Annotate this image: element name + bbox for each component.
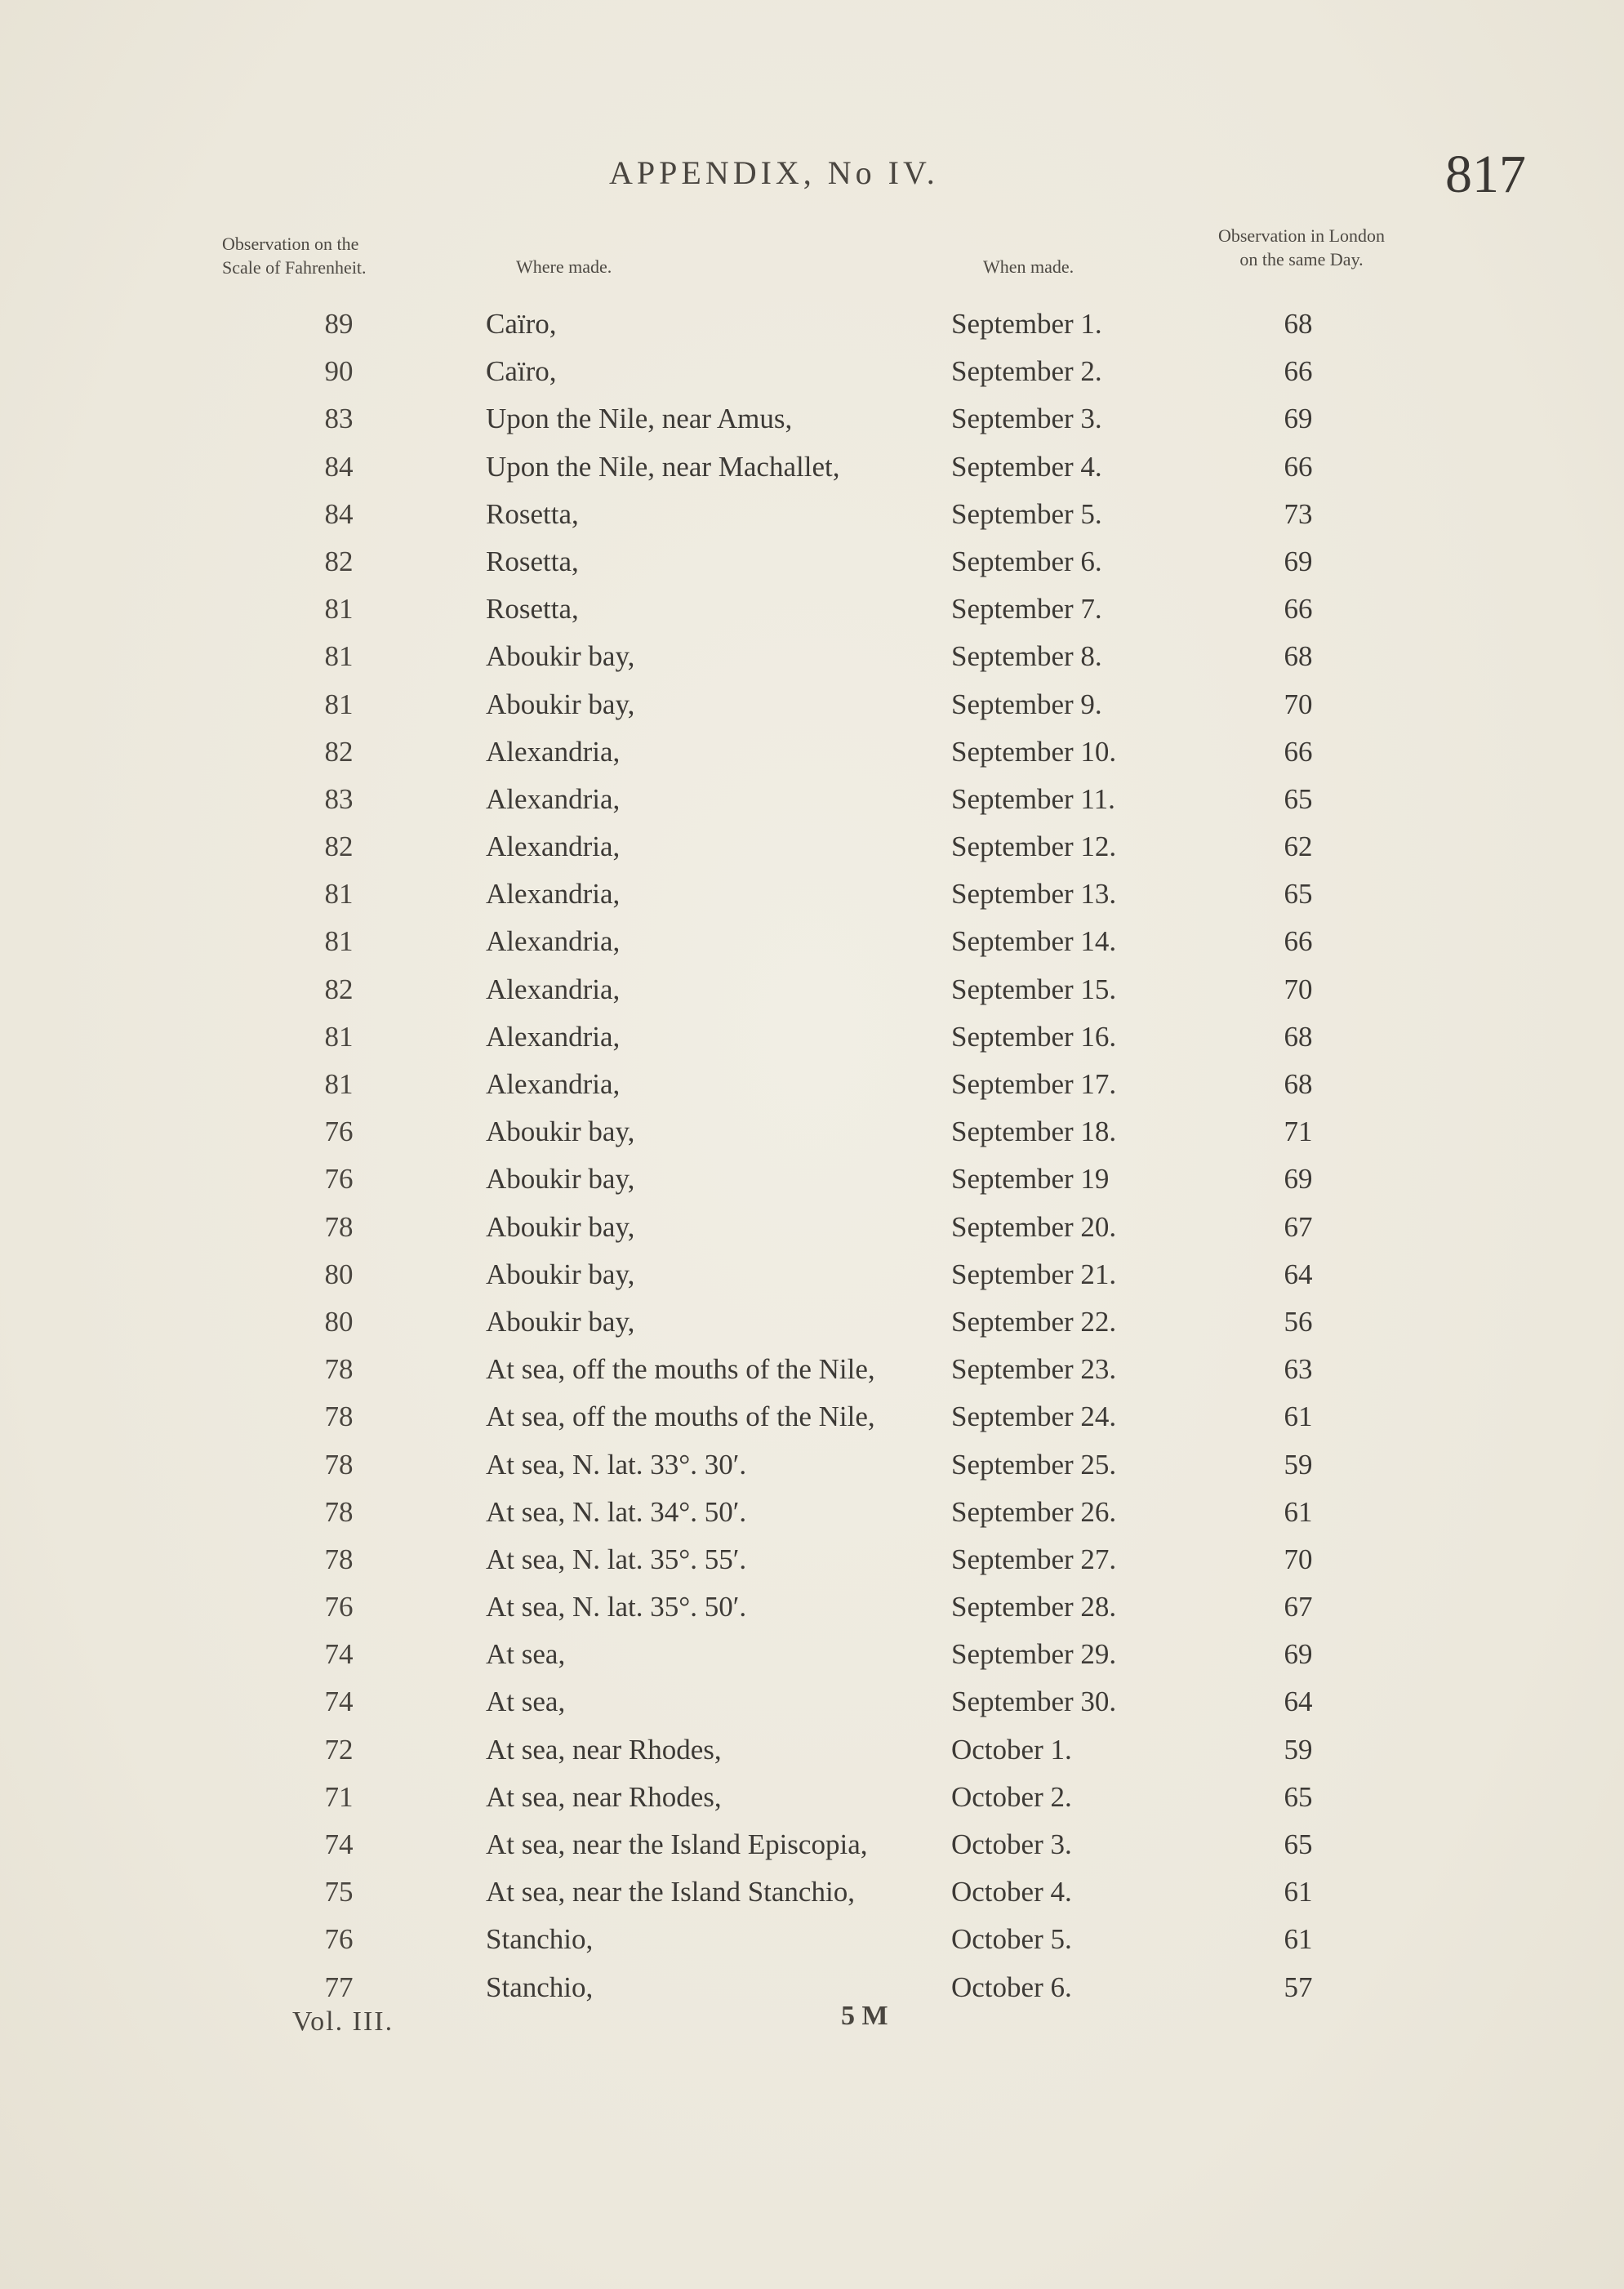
date-cell: September 1. xyxy=(951,308,1102,340)
london-value: 66 xyxy=(1284,735,1313,768)
date-cell: October 4. xyxy=(951,1876,1072,1908)
date-cell: October 1. xyxy=(951,1733,1072,1766)
table-row xyxy=(0,681,1624,728)
date-cell: September 3. xyxy=(951,403,1102,435)
fahrenheit-value: 82 xyxy=(324,735,354,768)
table-row xyxy=(0,395,1624,443)
place-cell: Aboukir bay, xyxy=(486,688,635,720)
place-cell: Caïro, xyxy=(486,355,557,388)
column-header-london-line1: Observation in London xyxy=(1217,225,1386,246)
london-value: 70 xyxy=(1284,1543,1313,1575)
table-row xyxy=(0,1678,1624,1726)
london-value: 56 xyxy=(1284,1305,1313,1338)
place-cell: At sea, off the mouths of the Nile, xyxy=(486,1401,875,1433)
date-cell: September 17. xyxy=(951,1068,1117,1100)
place-cell: Alexandria, xyxy=(486,782,621,815)
table-row xyxy=(0,1393,1624,1441)
place-cell: Stanchio, xyxy=(486,1923,594,1956)
london-value: 70 xyxy=(1284,973,1313,1005)
observation-table xyxy=(0,301,1624,2011)
london-value: 68 xyxy=(1284,308,1313,340)
london-value: 64 xyxy=(1284,1686,1313,1718)
london-value: 61 xyxy=(1284,1876,1313,1908)
date-cell: September 27. xyxy=(951,1543,1117,1575)
fahrenheit-value: 78 xyxy=(324,1353,354,1386)
column-header-where: Where made. xyxy=(516,256,612,277)
date-cell: September 15. xyxy=(951,973,1117,1005)
place-cell: At sea, near Rhodes, xyxy=(486,1733,722,1766)
fahrenheit-value: 83 xyxy=(324,782,354,815)
date-cell: September 7. xyxy=(951,593,1102,626)
london-value: 65 xyxy=(1284,878,1313,911)
place-cell: At sea, near Rhodes, xyxy=(486,1780,722,1813)
place-cell: At sea, N. lat. 33°. 30′. xyxy=(486,1448,747,1481)
london-value: 71 xyxy=(1284,1116,1313,1148)
london-value: 65 xyxy=(1284,782,1313,815)
table-row xyxy=(0,1298,1624,1346)
fahrenheit-value: 84 xyxy=(324,497,354,530)
table-row xyxy=(0,918,1624,965)
table-row xyxy=(0,633,1624,680)
london-value: 61 xyxy=(1284,1401,1313,1433)
fahrenheit-value: 83 xyxy=(324,403,354,435)
place-cell: Alexandria, xyxy=(486,1020,621,1053)
place-cell: At sea, near the Island Episcopia, xyxy=(486,1828,868,1860)
table-row xyxy=(0,1536,1624,1583)
table-row xyxy=(0,1156,1624,1203)
table-row xyxy=(0,1013,1624,1061)
table-row xyxy=(0,966,1624,1013)
london-value: 59 xyxy=(1284,1733,1313,1766)
column-header-when: When made. xyxy=(983,256,1075,277)
fahrenheit-value: 82 xyxy=(324,973,354,1005)
fahrenheit-value: 81 xyxy=(324,593,354,626)
fahrenheit-value: 78 xyxy=(324,1401,354,1433)
date-cell: September 25. xyxy=(951,1448,1117,1481)
fahrenheit-value: 74 xyxy=(324,1638,354,1671)
date-cell: September 30. xyxy=(951,1686,1117,1718)
date-cell: October 5. xyxy=(951,1923,1072,1956)
table-row xyxy=(0,1489,1624,1536)
fahrenheit-value: 81 xyxy=(324,688,354,720)
place-cell: Alexandria, xyxy=(486,1068,621,1100)
date-cell: September 22. xyxy=(951,1305,1117,1338)
place-cell: Aboukir bay, xyxy=(486,1258,635,1290)
date-cell: September 28. xyxy=(951,1591,1117,1623)
fahrenheit-value: 89 xyxy=(324,308,354,340)
running-head: APPENDIX, No IV. xyxy=(609,154,939,191)
table-row xyxy=(0,301,1624,348)
table-row xyxy=(0,443,1624,491)
london-value: 65 xyxy=(1284,1780,1313,1813)
london-value: 67 xyxy=(1284,1591,1313,1623)
london-value: 65 xyxy=(1284,1828,1313,1860)
column-header-london-line2: on the same Day. xyxy=(1239,249,1364,269)
london-value: 69 xyxy=(1284,545,1313,577)
fahrenheit-value: 81 xyxy=(324,640,354,673)
london-value: 63 xyxy=(1284,1353,1313,1386)
table-row xyxy=(0,823,1624,871)
date-cell: September 11. xyxy=(951,782,1115,815)
fahrenheit-value: 74 xyxy=(324,1686,354,1718)
london-value: 69 xyxy=(1284,403,1313,435)
table-row xyxy=(0,1441,1624,1489)
fahrenheit-value: 78 xyxy=(324,1448,354,1481)
date-cell: September 14. xyxy=(951,925,1117,958)
london-value: 66 xyxy=(1284,450,1313,483)
date-cell: September 8. xyxy=(951,640,1102,673)
date-cell: September 12. xyxy=(951,831,1117,863)
london-value: 68 xyxy=(1284,1020,1313,1053)
table-row xyxy=(0,776,1624,823)
place-cell: At sea, N. lat. 34°. 50′. xyxy=(486,1495,747,1528)
fahrenheit-value: 82 xyxy=(324,545,354,577)
place-cell: Alexandria, xyxy=(486,735,621,768)
table-row xyxy=(0,871,1624,918)
table-row xyxy=(0,538,1624,586)
london-value: 70 xyxy=(1284,688,1313,720)
london-value: 69 xyxy=(1284,1163,1313,1196)
place-cell: Rosetta, xyxy=(486,497,579,530)
table-row xyxy=(0,1251,1624,1298)
london-value: 61 xyxy=(1284,1923,1313,1956)
place-cell: Aboukir bay, xyxy=(486,1163,635,1196)
date-cell: October 2. xyxy=(951,1780,1072,1813)
fahrenheit-value: 75 xyxy=(324,1876,354,1908)
column-header-observation xyxy=(222,232,367,279)
table-row xyxy=(0,1583,1624,1631)
place-cell: At sea, near the Island Stanchio, xyxy=(486,1876,855,1908)
london-value: 69 xyxy=(1284,1638,1313,1671)
place-cell: Aboukir bay, xyxy=(486,640,635,673)
signature-mark: 5 M xyxy=(841,2001,888,2031)
place-cell: Upon the Nile, near Machallet, xyxy=(486,450,840,483)
date-cell: October 6. xyxy=(951,1971,1072,2003)
fahrenheit-value: 81 xyxy=(324,1020,354,1053)
place-cell: Rosetta, xyxy=(486,593,579,626)
fahrenheit-value: 82 xyxy=(324,831,354,863)
column-header-london xyxy=(1195,224,1408,271)
date-cell: September 10. xyxy=(951,735,1117,768)
fahrenheit-value: 76 xyxy=(324,1163,354,1196)
date-cell: October 3. xyxy=(951,1828,1072,1860)
date-cell: September 24. xyxy=(951,1401,1117,1433)
page-number: 817 xyxy=(1445,145,1526,204)
table-row xyxy=(0,491,1624,538)
date-cell: September 6. xyxy=(951,545,1102,577)
table-row xyxy=(0,1726,1624,1774)
table-row xyxy=(0,728,1624,776)
table-row xyxy=(0,1061,1624,1108)
place-cell: Upon the Nile, near Amus, xyxy=(486,403,793,435)
fahrenheit-value: 80 xyxy=(324,1258,354,1290)
table-row xyxy=(0,1108,1624,1156)
place-cell: At sea, off the mouths of the Nile, xyxy=(486,1353,875,1386)
place-cell: At sea, N. lat. 35°. 50′. xyxy=(486,1591,747,1623)
fahrenheit-value: 84 xyxy=(324,450,354,483)
london-value: 73 xyxy=(1284,497,1313,530)
place-cell: Alexandria, xyxy=(486,831,621,863)
fahrenheit-value: 74 xyxy=(324,1828,354,1860)
date-cell: September 18. xyxy=(951,1116,1117,1148)
london-value: 57 xyxy=(1284,1971,1313,2003)
london-value: 64 xyxy=(1284,1258,1313,1290)
london-value: 59 xyxy=(1284,1448,1313,1481)
place-cell: Stanchio, xyxy=(486,1971,594,2003)
fahrenheit-value: 78 xyxy=(324,1210,354,1243)
table-row xyxy=(0,1631,1624,1678)
london-value: 66 xyxy=(1284,593,1313,626)
date-cell: September 13. xyxy=(951,878,1117,911)
fahrenheit-value: 80 xyxy=(324,1305,354,1338)
table-row xyxy=(0,1964,1624,2011)
fahrenheit-value: 81 xyxy=(324,1068,354,1100)
date-cell: September 26. xyxy=(951,1495,1117,1528)
fahrenheit-value: 71 xyxy=(324,1780,354,1813)
table-row xyxy=(0,1868,1624,1916)
table-row xyxy=(0,1916,1624,1963)
fahrenheit-value: 81 xyxy=(324,925,354,958)
table-row xyxy=(0,348,1624,395)
fahrenheit-value: 78 xyxy=(324,1495,354,1528)
date-cell: September 4. xyxy=(951,450,1102,483)
london-value: 62 xyxy=(1284,831,1313,863)
london-value: 61 xyxy=(1284,1495,1313,1528)
fahrenheit-value: 81 xyxy=(324,878,354,911)
place-cell: Aboukir bay, xyxy=(486,1210,635,1243)
date-cell: September 29. xyxy=(951,1638,1117,1671)
date-cell: September 2. xyxy=(951,355,1102,388)
table-row xyxy=(0,1204,1624,1251)
place-cell: Alexandria, xyxy=(486,973,621,1005)
place-cell: Alexandria, xyxy=(486,878,621,911)
place-cell: Rosetta, xyxy=(486,545,579,577)
place-cell: At sea, xyxy=(486,1638,566,1671)
fahrenheit-value: 90 xyxy=(324,355,354,388)
london-value: 68 xyxy=(1284,1068,1313,1100)
table-row xyxy=(0,586,1624,633)
date-cell: September 5. xyxy=(951,497,1102,530)
place-cell: At sea, xyxy=(486,1686,566,1718)
london-value: 67 xyxy=(1284,1210,1313,1243)
table-row xyxy=(0,1821,1624,1868)
table-row xyxy=(0,1774,1624,1821)
fahrenheit-value: 72 xyxy=(324,1733,354,1766)
date-cell: September 23. xyxy=(951,1353,1117,1386)
column-header-observation-line1: Observation on the xyxy=(222,234,359,254)
date-cell: September 21. xyxy=(951,1258,1117,1290)
date-cell: September 19 xyxy=(951,1163,1110,1196)
london-value: 66 xyxy=(1284,925,1313,958)
place-cell: At sea, N. lat. 35°. 55′. xyxy=(486,1543,747,1575)
london-value: 68 xyxy=(1284,640,1313,673)
fahrenheit-value: 78 xyxy=(324,1543,354,1575)
place-cell: Caïro, xyxy=(486,308,557,340)
fahrenheit-value: 76 xyxy=(324,1116,354,1148)
table-row xyxy=(0,1346,1624,1393)
column-header-observation-line2: Scale of Fahrenheit. xyxy=(222,257,367,278)
date-cell: September 16. xyxy=(951,1020,1117,1053)
fahrenheit-value: 77 xyxy=(324,1971,354,2003)
place-cell: Aboukir bay, xyxy=(486,1116,635,1148)
london-value: 66 xyxy=(1284,355,1313,388)
date-cell: September 9. xyxy=(951,688,1102,720)
place-cell: Aboukir bay, xyxy=(486,1305,635,1338)
fahrenheit-value: 76 xyxy=(324,1923,354,1956)
date-cell: September 20. xyxy=(951,1210,1117,1243)
place-cell: Alexandria, xyxy=(486,925,621,958)
fahrenheit-value: 76 xyxy=(324,1591,354,1623)
volume-label: Vol. III. xyxy=(292,2006,394,2037)
